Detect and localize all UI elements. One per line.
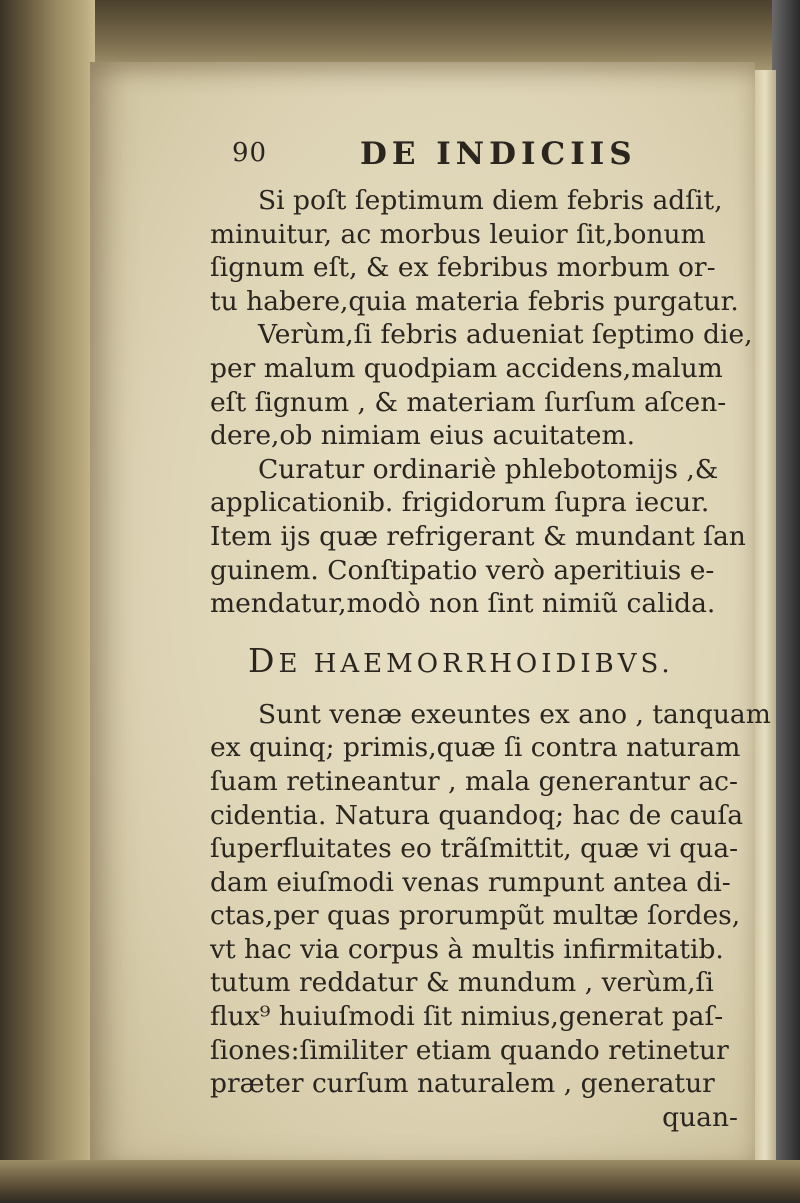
- scan-bottom-edge: [0, 1160, 800, 1203]
- text-line: Item ijs quæ refrigerant & mundant ſan: [210, 520, 746, 552]
- text-line: guinem. Conſtipatio verò aperitiuis e-: [210, 554, 715, 586]
- text-line: ex quinq; primis,quæ ſi contra naturam: [210, 732, 741, 764]
- text-line: præter curſum naturalem , generatur: [210, 1068, 715, 1100]
- text-line: applicationib. frigidorum ſupra iecur.: [210, 487, 710, 519]
- book-binding: [0, 0, 95, 1203]
- paragraph-fever-seventh-day: [210, 184, 750, 318]
- page-header: [210, 138, 750, 184]
- text-line: per malum quodpiam accidens,malum: [210, 352, 723, 384]
- text-line: ctas,per quas prorumpũt multæ ſordes,: [210, 900, 741, 932]
- catchword: quan-: [662, 1101, 738, 1133]
- page-text: [210, 136, 771, 1134]
- text-line: Curatur ordinariè phlebotomijs ,&: [258, 453, 719, 485]
- section-heading-text: E HAEMORRHOIDIBVS.: [278, 648, 674, 679]
- text-line: Verùm,ſi febris adueniat ſeptimo die,: [258, 319, 753, 351]
- text-line: tutum reddatur & mundum , verùm,ſi: [210, 967, 714, 999]
- paragraph-fever-bad-sign: [210, 318, 753, 452]
- scan-right-edge: [772, 0, 800, 1203]
- text-line: mendatur,modò non ſint nimiũ calida.: [210, 588, 716, 620]
- text-line: cidentia. Natura quandoq; hac de cauſa: [210, 799, 744, 831]
- paragraph-haemorrhoids: [210, 698, 771, 1101]
- section-heading-initial: D: [248, 640, 279, 680]
- text-line: dam eiuſmodi venas rumpunt antea di-: [210, 866, 731, 898]
- text-line: flux⁹ huiuſmodi ſit nimius,generat paſ-: [210, 1001, 724, 1033]
- page-number: 90: [232, 138, 268, 168]
- text-line: eſt ſignum , & materiam ſurſum aſcen-: [210, 386, 727, 418]
- text-line: ſuam retineantur , mala generantur ac-: [210, 765, 738, 797]
- text-line: tu habere,quia materia febris purgatur.: [210, 285, 739, 317]
- text-line: vt hac via corpus à multis infirmitatib.: [210, 933, 724, 965]
- text-line: ſuperfluitates eo trãſmittit, quæ vi qua-: [210, 833, 739, 865]
- facing-page-edge: [752, 70, 776, 1160]
- text-line: ſiones:ſimiliter etiam quando retinetur: [210, 1034, 729, 1066]
- paragraph-cure: [210, 453, 750, 621]
- running-title: DE INDICIIS: [360, 136, 637, 172]
- text-line: Si poſt ſeptimum diem febris adſit,: [258, 185, 723, 216]
- section-heading: [248, 641, 750, 680]
- text-line: Sunt venæ exeuntes ex ano , tanquam: [258, 698, 771, 730]
- text-line: dere,ob nimiam eius acuitatem.: [210, 420, 636, 452]
- text-line: minuitur, ac morbus leuior ſit,bonum: [210, 218, 706, 250]
- text-line: ſignum eſt, & ex febribus morbum or-: [210, 252, 716, 284]
